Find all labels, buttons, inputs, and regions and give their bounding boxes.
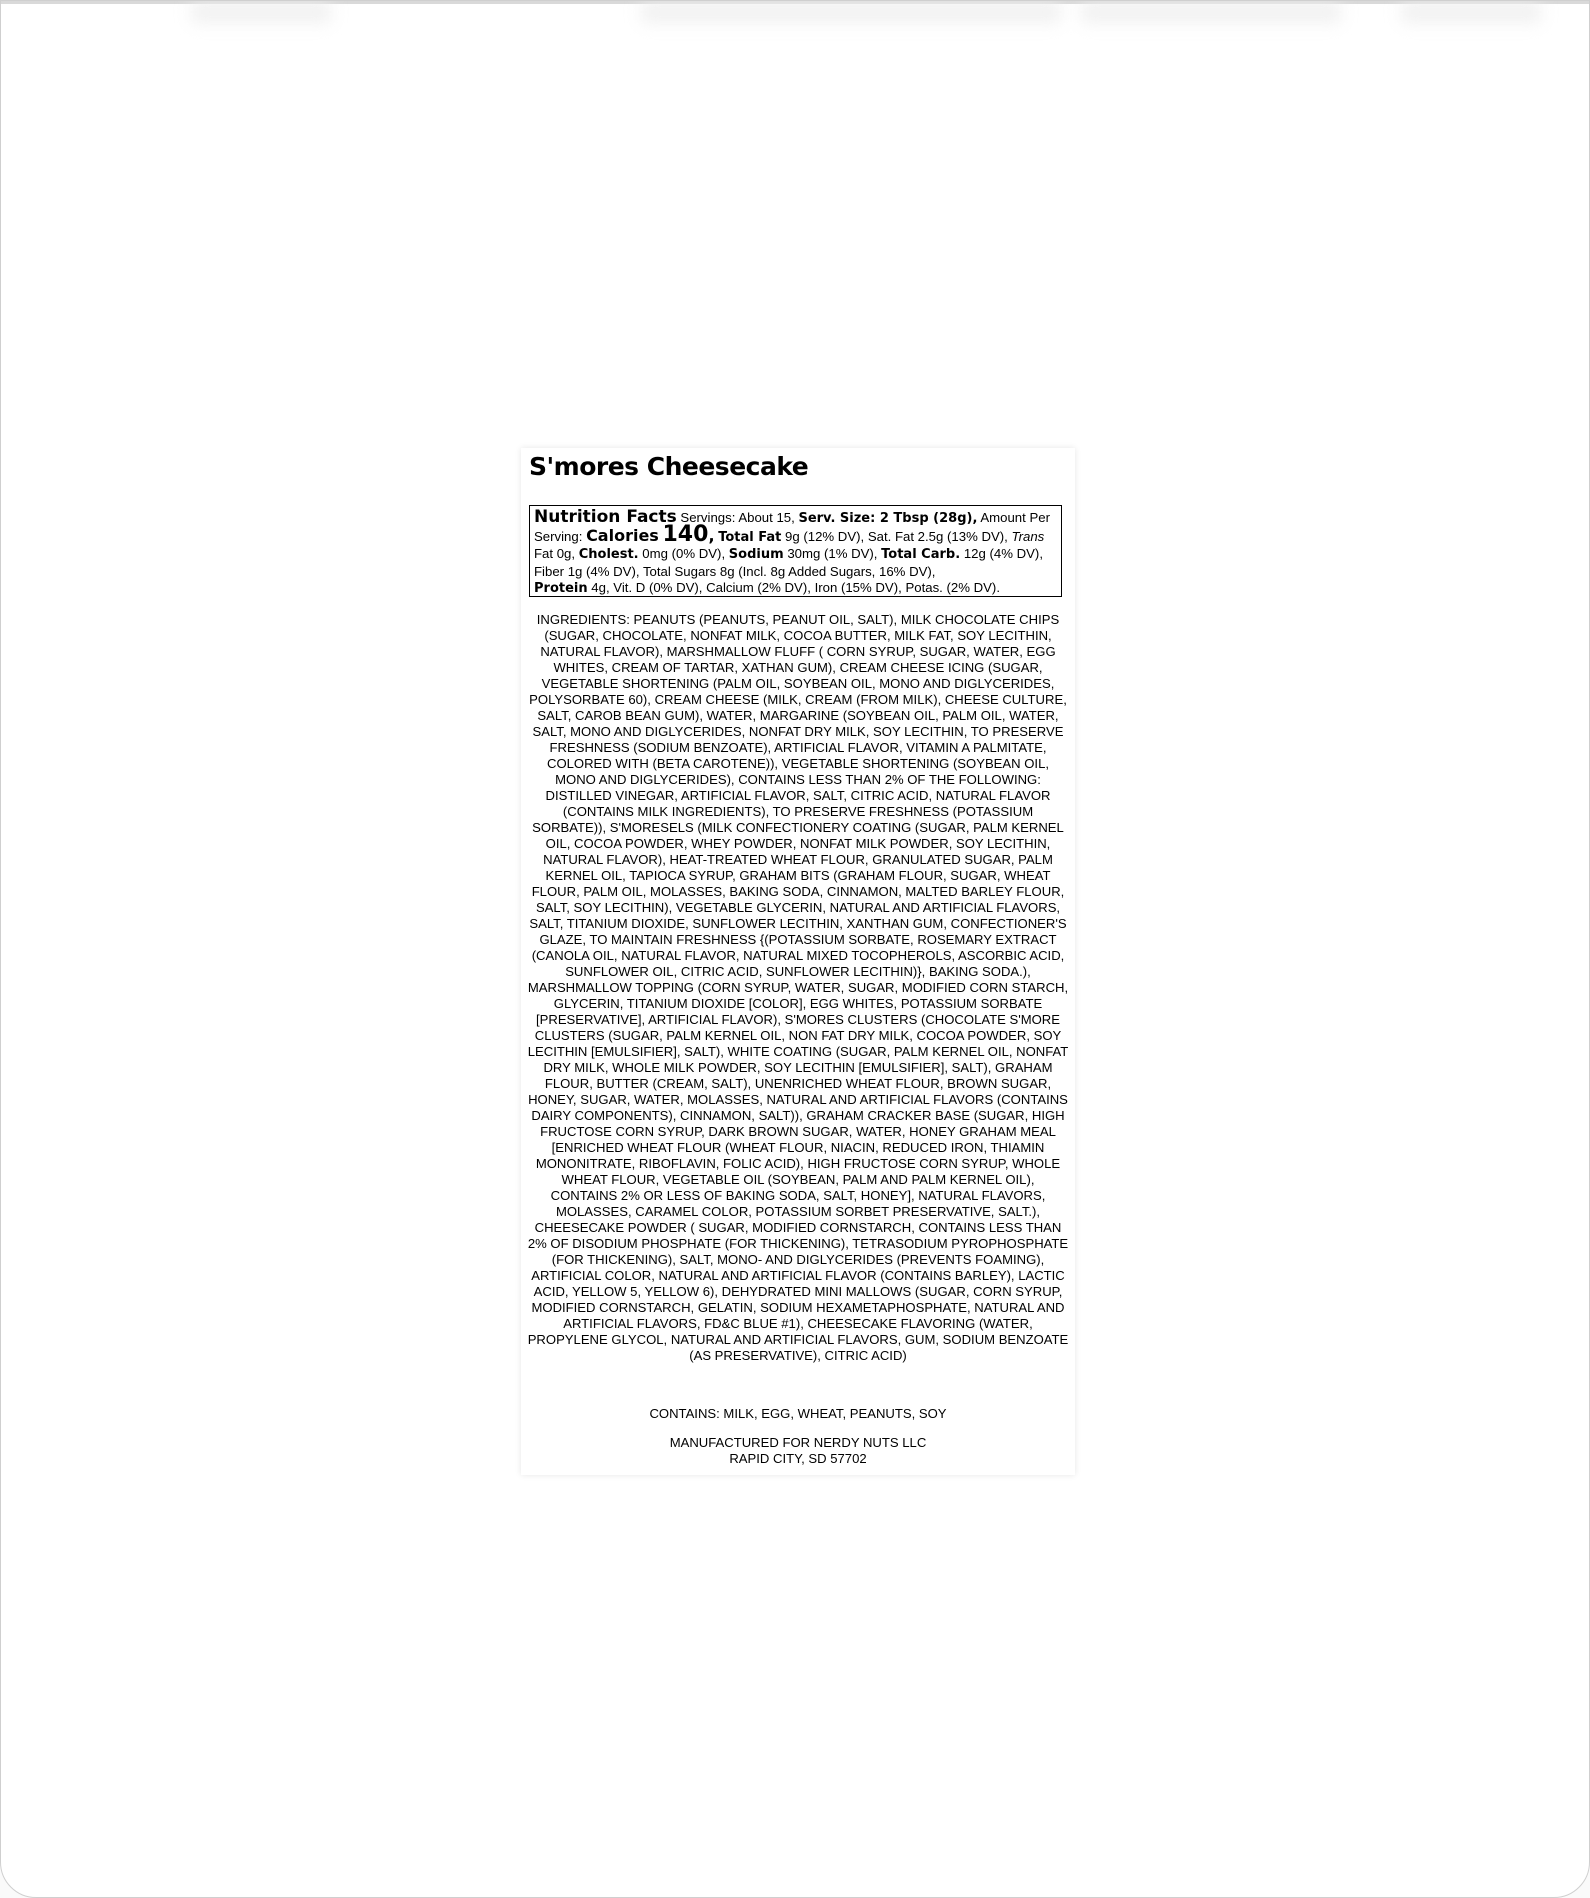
manufacturer-line-2: RAPID CITY, SD 57702: [729, 1451, 867, 1466]
sodium-label: Sodium: [728, 547, 784, 563]
protein-value: 4g, Vit. D (0% DV), Calcium (2% DV), Iron (15% DV), Potas. (2% DV).: [591, 579, 1000, 595]
sodium-value: 30mg (1% DV),: [787, 546, 878, 562]
manufacturer-info: [527, 1435, 1069, 1467]
blurred-top-element: [641, 1, 1061, 23]
cholesterol-label: Cholest.: [578, 547, 639, 563]
ingredients-list: INGREDIENTS: PEANUTS (PEANUTS, PEANUT OIL, SALT), MILK CHOCOLATE CHIPS (SUGAR, CHOCOLATE, NONFAT MILK, COCOA BUTTER, MILK FAT, SOY LECITHIN, NATURAL FLAVOR), MARSHMALLOW FLUFF ( CORN SYRUP, SUGAR, WATER, EGG WHITES, CREAM OF TARTAR, XATHAN GUM), CREAM CHEESE ICING (SUGAR, VEGETABLE SHORTENING (PALM OIL, SOYBEAN OIL, MONO AND DIGLYCERIDES, POLYSORBATE 60), CREAM CHEESE (MILK, CREAM (FROM MILK), CHEESE CULTURE, SALT, CAROB BEAN GUM), WATER, MARGARINE (SOYBEAN OIL, PALM OIL, WATER, SALT, MONO AND DIGLYCERIDES, NONFAT DRY MILK, SOY LECITHIN, TO PRESERVE FRESHNESS (SODIUM BENZOATE), ARTIFICIAL FLAVOR, VITAMIN A PALMITATE, COLORED WITH (BETA CAROTENE)), VEGETABLE SHORTENING (SOYBEAN OIL, MONO AND DIGLYCERIDES), CONTAINS LESS THAN 2% OF THE FOLLOWING: DISTILLED VINEGAR, ARTIFICIAL FLAVOR, SALT, CITRIC ACID, NATURAL FLAVOR (CONTAINS MILK INGREDIENTS), TO PRESERVE FRESHNESS (POTASSIUM SORBATE)), S'MORESELS (MILK CONFECTIONERY COATING (SUGAR, PALM KERNEL OIL, COCOA POWDER, WHEY POWDER, NONFAT MILK POWDER, SOY LECITHIN, NATURAL FLAVOR), HEAT-TREATED WHEAT FLOUR, GRANULATED SUGAR, PALM KERNEL OIL, TAPIOCA SYRUP, GRAHAM BITS (GRAHAM FLOUR, SUGAR, WHEAT FLOUR, PALM OIL, MOLASSES, BAKING SODA, CINNAMON, MALTED BARLEY FLOUR, SALT, SOY LECITHIN), VEGETABLE GLYCERIN, NATURAL AND ARTIFICIAL FLAVORS, SALT, TITANIUM DIOXIDE, SUNFLOWER LECITHIN, XANTHAN GUM, CONFECTIONER'S GLAZE, TO MAINTAIN FRESHNESS {(POTASSIUM SORBATE, ROSEMARY EXTRACT (CANOLA OIL, NATURAL FLAVOR, NATURAL MIXED TOCOPHEROLS, ASCORBIC ACID, SUNFLOWER OIL, CITRIC ACID, SUNFLOWER LECITHIN)}, BAKING SODA.), MARSHMALLOW TOPPING (CORN SYRUP, WATER, SUGAR, MODIFIED CORN STARCH, GLYCERIN, TITANIUM DIOXIDE [COLOR], EGG WHITES, POTASSIUM SORBATE [PRESERVATIVE], ARTIFICIAL FLAVOR), S'MORES CLUSTERS (CHOCOLATE S'MORE CLUSTERS (SUGAR, PALM KERNEL OIL, NON FAT DRY MILK, COCOA POWDER, SOY LECITHIN [EMULSIFIER], SALT), WHITE COATING (SUGAR, PALM KERNEL OIL, NONFAT DRY MILK, WHOLE MILK POWDER, SOY LECITHIN [EMULSIFIER], SALT), GRAHAM FLOUR, BUTTER (CREAM, SALT), UNENRICHED WHEAT FLOUR, BROWN SUGAR, HONEY, SUGAR, WATER, MOLASSES, NATURAL AND ARTIFICIAL FLAVORS (CONTAINS DAIRY COMPONENTS), CINNAMON, SALT)), GRAHAM CRACKER BASE (SUGAR, HIGH FRUCTOSE CORN SYRUP, DARK BROWN SUGAR, WATER, HONEY GRAHAM MEAL [ENRICHED WHEAT FLOUR (WHEAT FLOUR, NIACIN, REDUCED IRON, THIAMIN MONONITRATE, RIBOFLAVIN, FOLIC ACID), HIGH FRUCTOSE CORN SYRUP, WHOLE WHEAT FLOUR, VEGETABLE OIL (SOYBEAN, PALM AND PALM KERNEL OIL), CONTAINS 2% OR LESS OF BAKING SODA, SALT, HONEY], NATURAL FLAVORS, MOLASSES, CARAMEL COLOR, POTASSIUM SORBET PRESERVATIVE, SALT.), CHEESECAKE POWDER ( SUGAR, MODIFIED CORNSTARCH, CONTAINS LESS THAN 2% OF DISODIUM PHOSPHATE (FOR THICKENING), TETRASODIUM PYROPHOSPHATE (FOR THICKENING), SALT, MONO- AND DIGLYCERIDES (PREVENTS FOAMING), ARTIFICIAL COLOR, NATURAL AND ARTIFICIAL FLAVOR (CONTAINS BARLEY), LACTIC ACID, YELLOW 5, YELLOW 6), DEHYDRATED MINI MALLOWS (SUGAR, CORN SYRUP, MODIFIED CORNSTARCH, GELATIN, SODIUM HEXAMETAPHOSPHATE, NATURAL AND ARTIFICIAL FLAVORS, FD&C BLUE #1), CHEESECAKE FLAVORING (WATER, PROPYLENE GLYCOL, NATURAL AND ARTIFICIAL FLAVORS, GUM, SODIUM BENZOATE (AS PRESERVATIVE), CITRIC ACID): [527, 612, 1069, 1363]
blurred-top-element: [1401, 1, 1541, 23]
calories-value: 140: [662, 522, 709, 548]
product-label-card: [521, 448, 1075, 1475]
total-fat-value: 9g (12% DV), Sat. Fat 2.5g (13% DV),: [785, 529, 1008, 545]
nutrition-facts-heading: Nutrition Facts: [534, 507, 677, 527]
allergen-statement: CONTAINS: MILK, EGG, WHEAT, PEANUTS, SOY: [649, 1406, 947, 1421]
servings: Servings: About 15,: [680, 510, 795, 525]
amount-per-serving: Amount Per Serving:: [534, 510, 1050, 545]
trans-fat-label: Trans: [1011, 529, 1045, 545]
total-carb-value: 12g (4% DV), Fiber 1g (4% DV), Total Sugars 8g (Incl. 8g Added Sugars, 16% DV),: [534, 546, 1043, 579]
calories-label: Calories: [586, 526, 659, 546]
protein-label: Protein: [534, 580, 588, 596]
manufacturer-line-1: MANUFACTURED FOR NERDY NUTS LLC: [669, 1435, 927, 1450]
trans-fat-value: Fat 0g,: [534, 546, 576, 562]
cholesterol-value: 0mg (0% DV),: [642, 546, 726, 562]
serving-size: Serv. Size: 2 Tbsp (28g),: [798, 511, 978, 526]
total-carb-label: Total Carb.: [881, 547, 961, 563]
nutrition-facts-box: Nutrition Facts Servings: About 15, Serv. Size: 2 Tbsp (28g), Amount Per Serving: Calories 140, Total Fat 9g (12% DV), Sat. Fat 2.5g (13% DV), Trans Fat 0g, Cholest. 0mg (0% DV), Sodium 30mg (1% DV), Total Carb. 12g (4% DV), Fiber 1g (4% DV), Total Sugars 8g (Incl. 8g Added Sugars, 16% DV), Protein 4g, Vit. D (0% DV), Calcium (2% DV), Iron (15% DV), Potas. (2% DV).: [529, 505, 1062, 597]
product-title: S'mores Cheesecake: [529, 452, 809, 481]
total-fat-label: Total Fat: [718, 530, 782, 546]
blurred-top-element: [1081, 1, 1341, 23]
blurred-top-element: [191, 1, 331, 23]
